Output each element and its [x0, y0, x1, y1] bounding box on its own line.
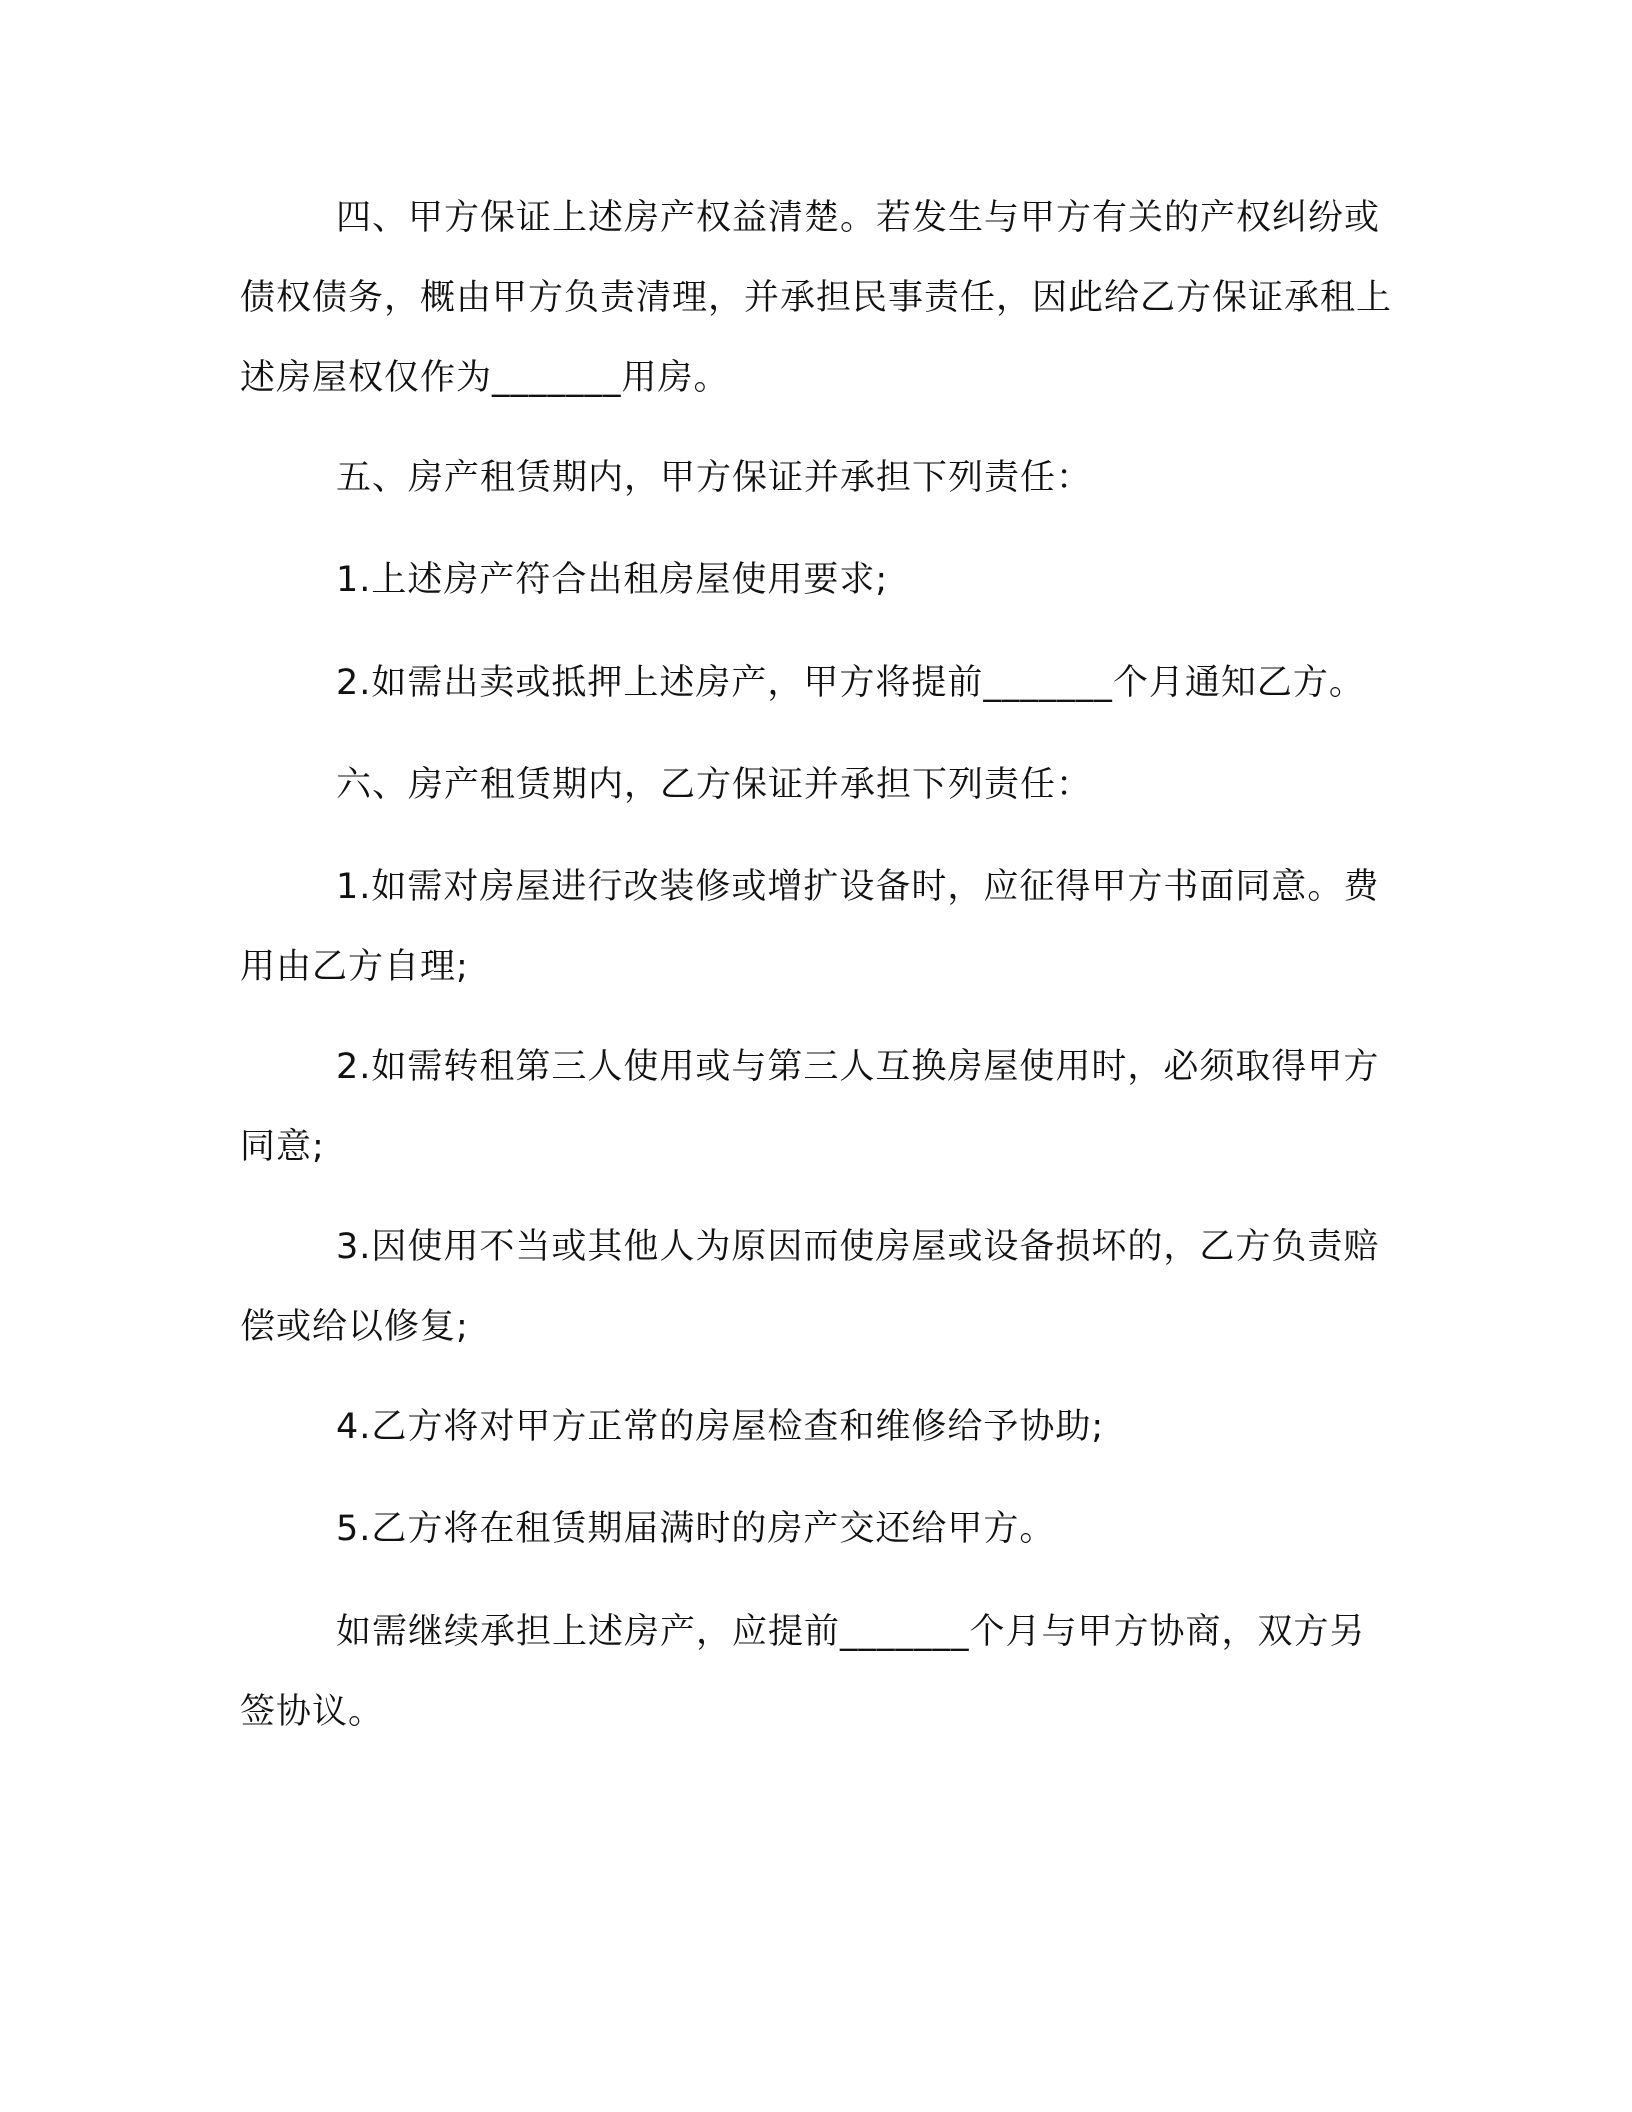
- renewal-clause: 如需继续承担上述房产，应提前_______个月与甲方协商，双方另签协议。: [240, 1612, 1366, 1732]
- clause-five-heading: 五、房产租赁期内，甲方保证并承担下列责任：: [336, 458, 1093, 498]
- clause-six-item-5: 5.乙方将在租赁期届满时的房产交还给甲方。: [336, 1509, 1056, 1549]
- clause-six-item-2: 2.如需转租第三人使用或与第三人互换房屋使用时，必须取得甲方同意;: [240, 1047, 1380, 1167]
- clause-six-item-1: 1.如需对房屋进行改装修或增扩设备时，应征得甲方书面同意。费用由乙方自理;: [240, 867, 1380, 987]
- clause-six-heading: 六、房产租赁期内，乙方保证并承担下列责任：: [336, 765, 1093, 805]
- clause-five-item-2: 2.如需出卖或抵押上述房产，甲方将提前_______个月通知乙方。: [336, 663, 1365, 703]
- clause-four: 四、甲方保证上述房产权益清楚。若发生与甲方有关的产权纠纷或债权债务，概由甲方负责清理，并承担民事责任，因此给乙方保证承租上述房屋权仅作为_______用房。: [240, 198, 1393, 398]
- clause-six-item-3: 3.因使用不当或其他人为原因而使房屋或设备损坏的，乙方负责赔偿或给以修复;: [240, 1227, 1380, 1347]
- clause-six-item-4: 4.乙方将对甲方正常的房屋检查和维修给予协助;: [336, 1407, 1105, 1447]
- clause-five-item-1: 1.上述房产符合出租房屋使用要求;: [336, 560, 889, 600]
